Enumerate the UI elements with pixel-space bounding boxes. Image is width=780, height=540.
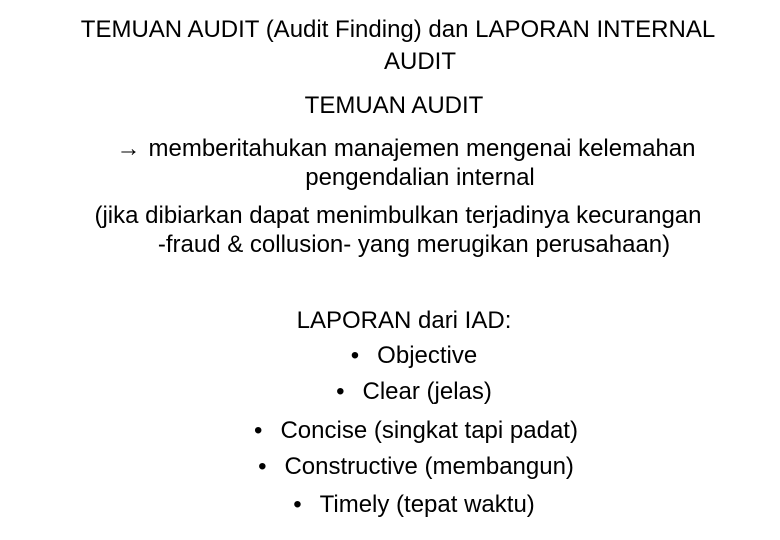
- list-item-label: Constructive (membangun): [284, 453, 574, 480]
- section-heading-laporan-iad: LAPORAN dari IAD:: [296, 307, 512, 334]
- slide-title-line-1: TEMUAN AUDIT (Audit Finding) dan LAPORAN INTERNAL: [80, 16, 716, 43]
- list-item-label: Concise (singkat tapi padat): [280, 417, 578, 444]
- list-item: [26, 452, 780, 482]
- temuan-description-line-4: -fraud & collusion- yang merugikan perusahaan): [157, 231, 671, 258]
- bullet-icon: •: [336, 378, 345, 405]
- temuan-description-line-1: [16, 134, 780, 164]
- slide-title-line-2: AUDIT: [384, 48, 456, 75]
- temuan-description-line-3: (jika dibiarkan dapat menimbulkan terjadinya kecurangan: [94, 202, 702, 229]
- list-item-label: Objective: [377, 342, 478, 369]
- arrow-right-icon: →: [116, 135, 141, 162]
- bullet-icon: •: [258, 453, 267, 480]
- list-item: [24, 377, 780, 407]
- bullet-icon: •: [254, 417, 263, 444]
- bullet-icon: •: [350, 342, 360, 369]
- list-item: [26, 416, 780, 446]
- list-item: [24, 490, 780, 520]
- temuan-description-line-2: pengendalian internal: [305, 164, 535, 191]
- list-item-label: Timely (tepat waktu): [319, 491, 535, 518]
- bullet-icon: •: [293, 491, 302, 518]
- list-item-label: Clear (jelas): [362, 378, 492, 405]
- section-heading-temuan-audit: TEMUAN AUDIT: [304, 92, 484, 119]
- list-item: [24, 341, 780, 371]
- temuan-description-text-1: memberitahukan manajemen mengenai kelemahan: [148, 135, 696, 162]
